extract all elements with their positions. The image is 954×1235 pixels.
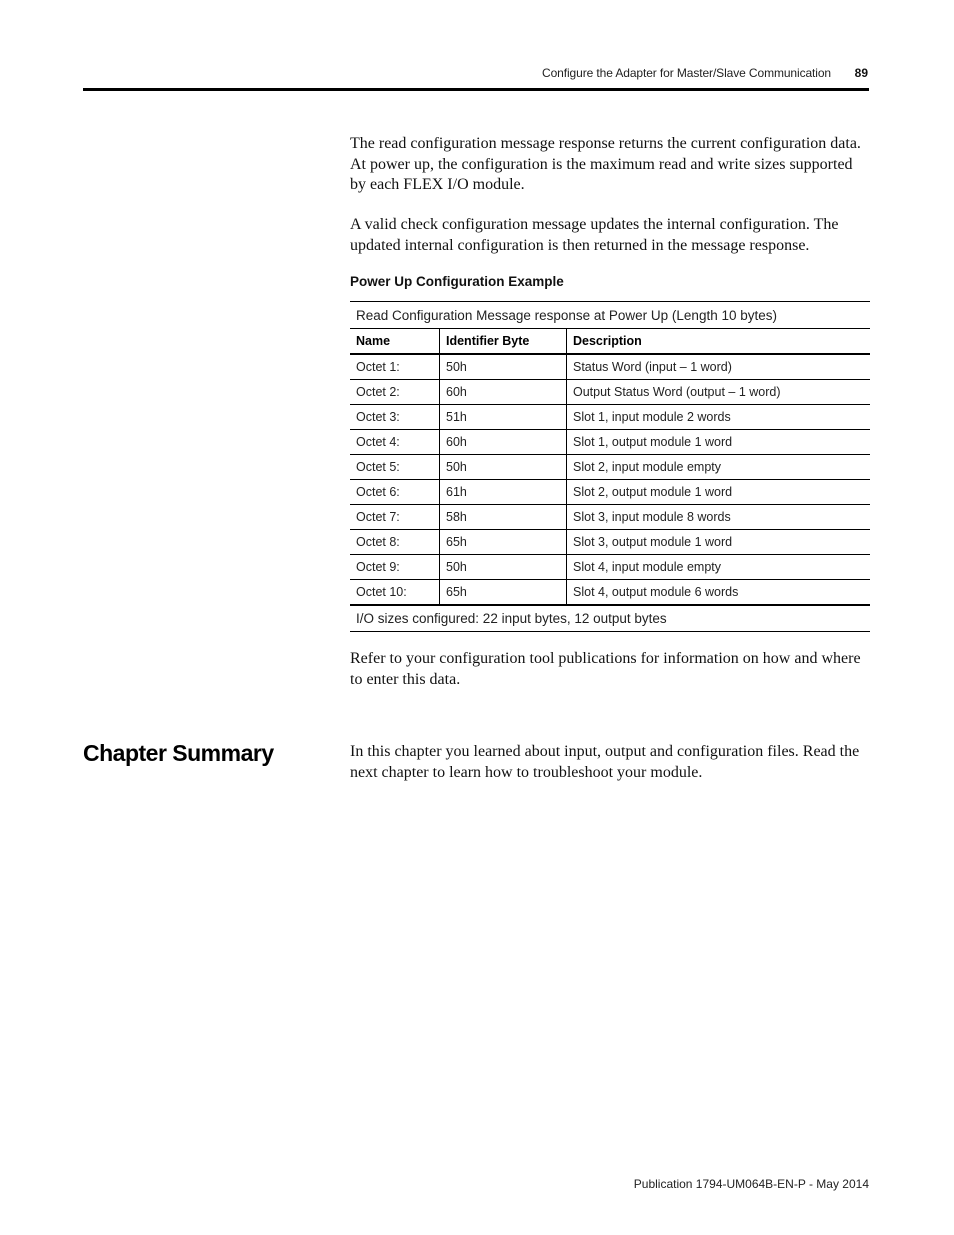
table-row: [350, 380, 870, 405]
cell-description: Slot 4, input module empty: [567, 555, 871, 580]
table-row: [350, 530, 870, 555]
table-row: [350, 354, 870, 380]
cell-identifier: 58h: [440, 505, 567, 530]
cell-name: Octet 10:: [350, 580, 440, 606]
cell-description: Slot 3, output module 1 word: [567, 530, 871, 555]
cell-description: Slot 1, input module 2 words: [567, 405, 871, 430]
paragraph-read-config: The read configuration message response returns the current configuration data. At power up, the configuration is the maximum read and write sizes supported by each FLEX I/O module.: [350, 135, 861, 193]
cell-name: Octet 2:: [350, 380, 440, 405]
cell-description: Slot 2, input module empty: [567, 455, 871, 480]
table-row: [350, 555, 870, 580]
table-footer: I/O sizes configured: 22 input bytes, 12 output bytes: [350, 605, 870, 632]
table-caption: Power Up Configuration Example: [350, 274, 564, 289]
cell-name: Octet 8:: [350, 530, 440, 555]
header-rule: [83, 88, 869, 91]
table-row: [350, 580, 870, 606]
cell-name: Octet 6:: [350, 480, 440, 505]
table-header-row: [350, 329, 870, 355]
table-row: [350, 430, 870, 455]
cell-name: Octet 9:: [350, 555, 440, 580]
cell-identifier: 60h: [440, 380, 567, 405]
cell-identifier: 61h: [440, 480, 567, 505]
table-row: [350, 480, 870, 505]
cell-description: Slot 2, output module 1 word: [567, 480, 871, 505]
section-title-chapter-summary: Chapter Summary: [83, 740, 274, 766]
cell-description: Slot 3, input module 8 words: [567, 505, 871, 530]
cell-identifier: 51h: [440, 405, 567, 430]
table-row: [350, 505, 870, 530]
cell-description: Slot 1, output module 1 word: [567, 430, 871, 455]
cell-identifier: 50h: [440, 455, 567, 480]
paragraph-check-config: A valid check configuration message updates the internal configuration. The updated internal configuration is then returned in the message response.: [350, 216, 839, 254]
cell-identifier: 65h: [440, 530, 567, 555]
column-header-description: Description: [567, 329, 871, 355]
cell-identifier: 60h: [440, 430, 567, 455]
cell-identifier: 65h: [440, 580, 567, 606]
cell-name: Octet 3:: [350, 405, 440, 430]
footer-publication: Publication 1794-UM064B-EN-P - May 2014: [633, 1177, 869, 1191]
paragraph-chapter-summary: In this chapter you learned about input, output and configuration files. Read the next chapter to learn how to troubleshoot your module.: [350, 743, 860, 781]
cell-name: Octet 4:: [350, 430, 440, 455]
table-footer-row: [350, 605, 870, 632]
cell-name: Octet 7:: [350, 505, 440, 530]
cell-name: Octet 5:: [350, 455, 440, 480]
cell-description: Output Status Word (output – 1 word): [567, 380, 871, 405]
table-row: [350, 455, 870, 480]
cell-name: Octet 1:: [350, 354, 440, 380]
header-title: Configure the Adapter for Master/Slave Communication: [542, 66, 831, 80]
cell-identifier: 50h: [440, 354, 567, 380]
cell-identifier: 50h: [440, 555, 567, 580]
paragraph-refer: Refer to your configuration tool publications for information on how and where to enter this data.: [350, 650, 861, 688]
table-row: [350, 405, 870, 430]
cell-description: Slot 4, output module 6 words: [567, 580, 871, 606]
table-title-row: [350, 302, 870, 329]
table-title: Read Configuration Message response at Power Up (Length 10 bytes): [350, 302, 870, 329]
column-header-name: Name: [350, 329, 440, 355]
column-header-identifier: Identifier Byte: [440, 329, 567, 355]
config-table: [350, 301, 870, 632]
cell-description: Status Word (input – 1 word): [567, 354, 871, 380]
page-number: 89: [854, 66, 868, 80]
